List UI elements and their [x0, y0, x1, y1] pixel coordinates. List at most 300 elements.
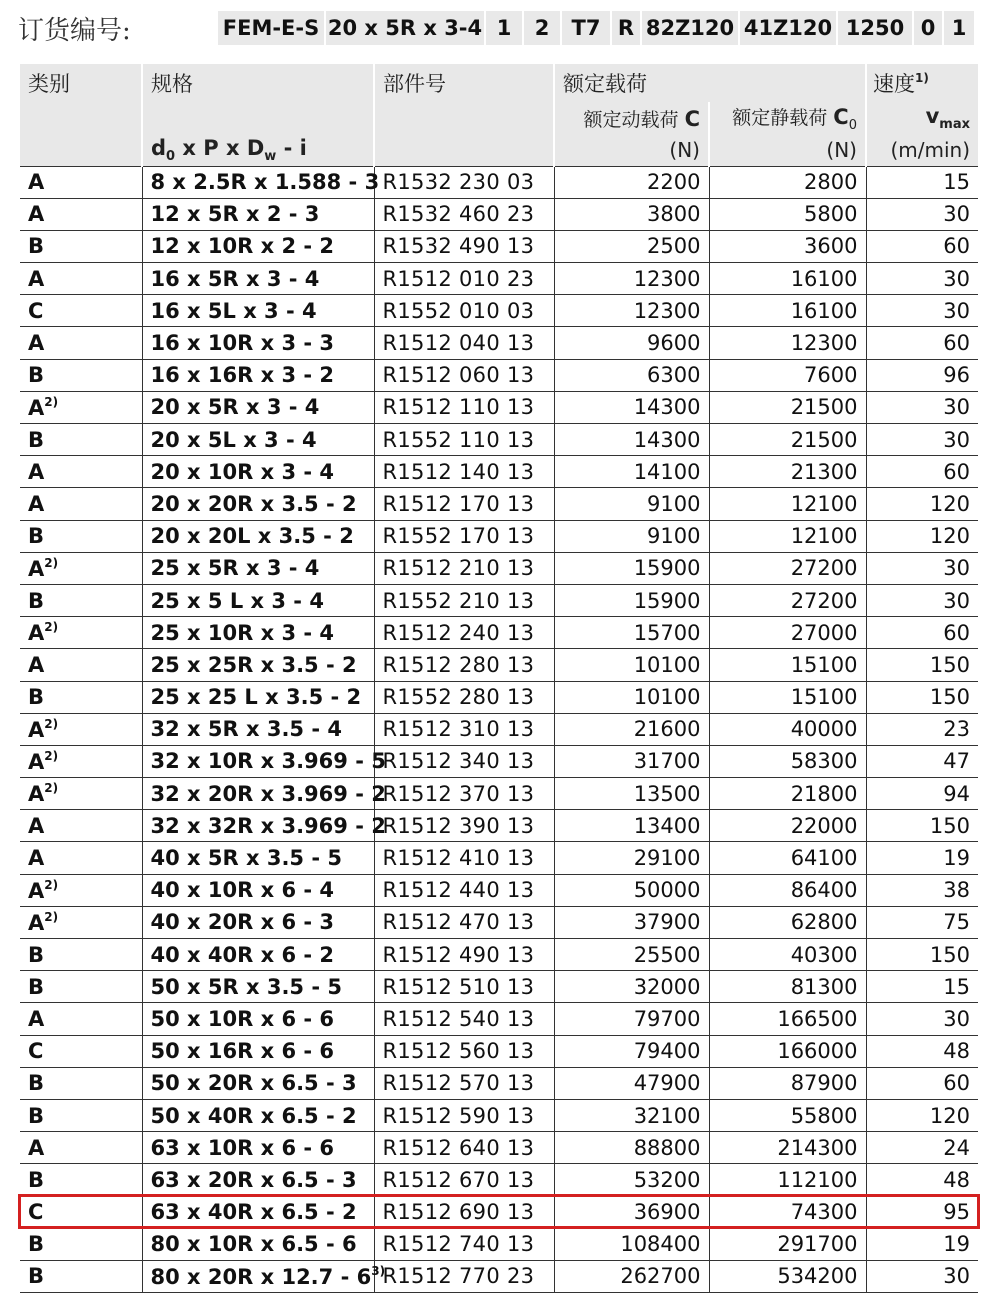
cell-category	[20, 166, 142, 198]
cell-category-text: A	[28, 1006, 45, 1031]
cell-static-load-text: 3600	[804, 234, 858, 259]
cell-static-load	[709, 1196, 866, 1228]
cell-speed	[866, 520, 978, 552]
cell-category-text: C	[28, 1200, 44, 1225]
cell-dynamic-load-text: 15900	[633, 588, 701, 613]
cell-dynamic-load-text: 21600	[633, 717, 701, 742]
cell-static-load	[709, 939, 866, 971]
footnote-mark: 2)	[44, 394, 59, 409]
cell-speed-text: 120	[929, 491, 970, 516]
cell-speed	[866, 939, 978, 971]
cell-part-no-text: R1532 460 23	[382, 202, 535, 227]
spec-table	[20, 64, 978, 1293]
cell-part-no	[374, 166, 554, 198]
cell-spec-text: 25 x 10R x 3 - 4	[150, 620, 335, 645]
cell-part-no-text: R1512 040 13	[382, 331, 535, 356]
header-part-no-label: 部件号	[383, 72, 446, 96]
cell-part-no	[374, 1099, 554, 1131]
order-code-segment: R	[612, 11, 642, 45]
footnote-mark: 2)	[44, 877, 59, 892]
cell-category	[20, 230, 142, 262]
cell-spec	[142, 1035, 374, 1067]
cell-static-load-text: 166500	[777, 1006, 858, 1031]
cell-static-load	[709, 391, 866, 423]
cell-category-text: A	[28, 459, 45, 484]
cell-category	[20, 1164, 142, 1196]
cell-spec	[142, 1164, 374, 1196]
cell-static-load-text: 16100	[790, 298, 858, 323]
cell-spec	[142, 488, 374, 520]
cell-category	[20, 327, 142, 359]
cell-category	[20, 874, 142, 906]
header-static-symbol: C	[833, 105, 849, 130]
cell-speed	[866, 874, 978, 906]
cell-spec	[142, 456, 374, 488]
cell-static-load-text: 22000	[790, 813, 858, 838]
cell-spec-text: 40 x 10R x 6 - 4	[150, 878, 335, 903]
table-row	[20, 906, 978, 938]
cell-speed	[866, 1132, 978, 1164]
cell-category	[20, 939, 142, 971]
cell-speed-text: 24	[943, 1135, 970, 1160]
cell-category-text: A	[28, 331, 45, 356]
cell-dynamic-load	[554, 230, 709, 262]
cell-static-load-text: 58300	[790, 749, 858, 774]
cell-spec-text: 63 x 20R x 6.5 - 3	[150, 1167, 357, 1192]
cell-static-load	[709, 971, 866, 1003]
table-row	[20, 1035, 978, 1067]
header-dynamic	[554, 102, 709, 134]
cell-static-load	[709, 649, 866, 681]
cell-part-no-text: R1552 110 13	[382, 427, 535, 452]
cell-part-no	[374, 1164, 554, 1196]
cell-speed	[866, 391, 978, 423]
header-part-no	[374, 64, 554, 102]
cell-part-no-text: R1512 110 13	[382, 395, 535, 420]
header-dynamic-symbol: C	[684, 106, 700, 131]
cell-speed-text: 60	[943, 459, 970, 484]
table-row	[20, 584, 978, 616]
cell-speed	[866, 552, 978, 584]
cell-category-text: A	[28, 1135, 45, 1160]
cell-spec-text: 32 x 5R x 3.5 - 4	[150, 717, 342, 742]
cell-category-text: B	[28, 363, 45, 388]
cell-static-load-text: 21500	[790, 395, 858, 420]
cell-dynamic-load-text: 53200	[633, 1167, 701, 1192]
cell-dynamic-load	[554, 842, 709, 874]
cell-static-load-text: 40300	[790, 942, 858, 967]
cell-dynamic-load-text: 47900	[633, 1071, 701, 1096]
cell-speed-text: 30	[943, 202, 970, 227]
cell-category	[20, 520, 142, 552]
cell-static-load	[709, 263, 866, 295]
header-vmax-symbol: v	[925, 104, 940, 129]
cell-dynamic-load-text: 9100	[647, 491, 701, 516]
cell-dynamic-load-text: 79700	[633, 1006, 701, 1031]
cell-static-load	[709, 584, 866, 616]
order-code-segment: 82Z120	[642, 11, 740, 45]
cell-category-text: B	[28, 1167, 45, 1192]
table-row	[20, 166, 978, 198]
cell-part-no	[374, 295, 554, 327]
header-static-unit: (N)	[709, 134, 866, 166]
cell-dynamic-load-text: 14300	[633, 395, 701, 420]
cell-part-no-text: R1512 470 13	[382, 910, 535, 935]
cell-part-no	[374, 617, 554, 649]
cell-spec	[142, 810, 386, 842]
cell-part-no-text: R1512 740 13	[382, 1232, 535, 1257]
table-row	[20, 939, 978, 971]
formula-w-sub: w	[264, 148, 277, 164]
cell-part-no	[374, 424, 554, 456]
cell-spec	[142, 391, 374, 423]
cell-category-text: B	[28, 588, 45, 613]
cell-dynamic-load-text: 88800	[633, 1135, 701, 1160]
cell-category-text: A	[28, 749, 45, 774]
cell-dynamic-load	[554, 1067, 709, 1099]
cell-dynamic-load	[554, 327, 709, 359]
cell-part-no-text: R1512 390 13	[382, 813, 535, 838]
order-code-segment: 41Z120	[740, 11, 838, 45]
order-code-label: 订货编号:	[18, 15, 131, 46]
table-row	[20, 1260, 978, 1292]
header-dynamic-unit: (N)	[554, 134, 709, 166]
cell-part-no	[374, 1228, 554, 1260]
cell-part-no-text: R1512 010 23	[382, 266, 535, 291]
cell-static-load	[709, 1003, 866, 1035]
cell-category-text: B	[28, 974, 45, 999]
cell-static-load	[709, 488, 866, 520]
cell-category	[20, 263, 142, 295]
cell-spec	[142, 1067, 374, 1099]
cell-speed-text: 60	[943, 234, 970, 259]
header-rated-load-label: 额定载荷	[563, 72, 647, 96]
cell-part-no	[374, 520, 554, 552]
cell-static-load	[709, 166, 866, 198]
cell-dynamic-load-text: 14100	[633, 459, 701, 484]
cell-static-load-text: 81300	[790, 974, 858, 999]
cell-dynamic-load-text: 10100	[633, 652, 701, 677]
cell-part-no-text: R1512 590 13	[382, 1103, 535, 1128]
cell-part-no	[374, 1260, 554, 1292]
cell-part-no	[374, 713, 554, 745]
cell-speed-text: 15	[943, 974, 970, 999]
cell-spec	[142, 198, 374, 230]
cell-spec-text: 40 x 5R x 3.5 - 5	[150, 846, 342, 871]
cell-spec-text: 80 x 10R x 6.5 - 6	[150, 1232, 357, 1257]
cell-speed-text: 30	[943, 266, 970, 291]
cell-category-text: B	[28, 234, 45, 259]
cell-category	[20, 198, 142, 230]
cell-speed	[866, 584, 978, 616]
cell-spec-text: 40 x 40R x 6 - 2	[150, 942, 335, 967]
cell-dynamic-load	[554, 745, 709, 777]
cell-dynamic-load	[554, 906, 709, 938]
cell-part-no-text: R1552 280 13	[382, 685, 535, 710]
header-vmax	[866, 102, 978, 134]
cell-spec-text: 20 x 5R x 3 - 4	[150, 395, 320, 420]
cell-static-load	[709, 327, 866, 359]
cell-dynamic-load	[554, 166, 709, 198]
cell-static-load	[709, 681, 866, 713]
order-code-segment: 1	[486, 11, 524, 45]
cell-spec-text: 16 x 10R x 3 - 3	[150, 331, 335, 356]
cell-static-load-text: 291700	[777, 1232, 858, 1257]
table-row	[20, 295, 978, 327]
table-row	[20, 456, 978, 488]
cell-part-no	[374, 198, 554, 230]
cell-speed-text: 30	[943, 1006, 970, 1031]
cell-spec-text: 50 x 10R x 6 - 6	[150, 1006, 335, 1031]
cell-speed	[866, 713, 978, 745]
cell-speed	[866, 230, 978, 262]
cell-part-no-text: R1512 310 13	[382, 717, 535, 742]
cell-speed	[866, 1099, 978, 1131]
cell-static-load	[709, 810, 866, 842]
cell-part-no-text: R1532 490 13	[382, 234, 535, 259]
table-row	[20, 713, 978, 745]
cell-speed-text: 30	[943, 556, 970, 581]
table-row	[20, 1196, 978, 1228]
cell-spec-text: 16 x 16R x 3 - 2	[150, 363, 335, 388]
header-spec-blank	[142, 102, 374, 134]
cell-speed-text: 120	[929, 1103, 970, 1128]
cell-speed-text: 48	[943, 1039, 970, 1064]
cell-dynamic-load	[554, 617, 709, 649]
cell-spec-text: 8 x 2.5R x 1.588 - 3	[150, 170, 380, 195]
cell-static-load-text: 55800	[790, 1103, 858, 1128]
cell-speed-text: 96	[943, 363, 970, 388]
table-row	[20, 971, 978, 1003]
cell-speed-text: 150	[929, 813, 970, 838]
cell-static-load-text: 62800	[790, 910, 858, 935]
cell-part-no-text: R1512 510 13	[382, 974, 535, 999]
cell-part-no	[374, 584, 554, 616]
cell-category	[20, 1099, 142, 1131]
cell-category	[20, 359, 142, 391]
cell-dynamic-load	[554, 391, 709, 423]
cell-category-text: B	[28, 524, 45, 549]
cell-speed	[866, 166, 978, 198]
cell-part-no	[374, 230, 554, 262]
header-row-symbols	[20, 102, 978, 134]
cell-spec	[142, 1260, 386, 1292]
header-static-symbol-sub: 0	[848, 117, 857, 133]
cell-part-no-text: R1512 690 13	[382, 1200, 535, 1225]
cell-dynamic-load-text: 12300	[633, 298, 701, 323]
table-row	[20, 1132, 978, 1164]
cell-dynamic-load-text: 25500	[633, 942, 701, 967]
cell-static-load-text: 5800	[804, 202, 858, 227]
cell-part-no-text: R1512 640 13	[382, 1135, 535, 1160]
cell-spec	[142, 745, 386, 777]
table-row	[20, 1099, 978, 1131]
cell-part-no	[374, 842, 554, 874]
cell-part-no	[374, 939, 554, 971]
cell-category	[20, 906, 142, 938]
cell-category-text: B	[28, 1232, 45, 1257]
cell-spec-text: 50 x 20R x 6.5 - 3	[150, 1071, 357, 1096]
table-row	[20, 359, 978, 391]
cell-static-load	[709, 456, 866, 488]
cell-spec-text: 25 x 5R x 3 - 4	[150, 556, 320, 581]
cell-category	[20, 681, 142, 713]
order-code-segments	[218, 11, 976, 45]
cell-static-load	[709, 295, 866, 327]
cell-speed	[866, 488, 978, 520]
cell-spec	[142, 584, 374, 616]
table-row	[20, 1164, 978, 1196]
cell-dynamic-load	[554, 1035, 709, 1067]
cell-spec-text: 32 x 32R x 3.969 - 2	[150, 813, 386, 838]
cell-static-load	[709, 713, 866, 745]
cell-static-load-text: 12300	[790, 331, 858, 356]
cell-category	[20, 971, 142, 1003]
cell-category-text: B	[28, 1264, 45, 1289]
table-row	[20, 1067, 978, 1099]
header-dynamic-label: 额定动载荷	[583, 108, 679, 131]
header-static-label: 额定静载荷	[732, 107, 828, 130]
cell-spec-text: 20 x 5L x 3 - 4	[150, 427, 317, 452]
cell-static-load-text: 21300	[790, 459, 858, 484]
cell-category	[20, 649, 142, 681]
cell-part-no-text: R1552 170 13	[382, 524, 535, 549]
cell-spec	[142, 359, 374, 391]
cell-static-load	[709, 1035, 866, 1067]
header-unit-part-blank	[374, 134, 554, 166]
cell-dynamic-load-text: 29100	[633, 846, 701, 871]
cell-part-no-text: R1512 440 13	[382, 878, 535, 903]
cell-spec-text: 16 x 5R x 3 - 4	[150, 266, 320, 291]
cell-dynamic-load	[554, 520, 709, 552]
cell-spec-text: 50 x 40R x 6.5 - 2	[150, 1103, 357, 1128]
cell-category-text: B	[28, 1103, 45, 1128]
header-row-units	[20, 134, 978, 166]
cell-dynamic-load-text: 2500	[647, 234, 701, 259]
table-row	[20, 520, 978, 552]
table-row	[20, 874, 978, 906]
cell-part-no-text: R1512 540 13	[382, 1006, 535, 1031]
cell-category	[20, 1067, 142, 1099]
table-row	[20, 230, 978, 262]
cell-spec	[142, 1132, 374, 1164]
cell-category-text: A	[28, 621, 45, 646]
cell-static-load-text: 27000	[790, 620, 858, 645]
cell-part-no	[374, 1035, 554, 1067]
cell-dynamic-load	[554, 649, 709, 681]
cell-dynamic-load	[554, 1099, 709, 1131]
footnote-mark: 3)	[371, 1263, 386, 1278]
footnote-mark: 2)	[44, 748, 59, 763]
cell-speed-text: 120	[929, 524, 970, 549]
cell-part-no	[374, 745, 554, 777]
cell-spec-text: 50 x 5R x 3.5 - 5	[150, 974, 342, 999]
cell-spec	[142, 520, 374, 552]
cell-part-no-text: R1512 280 13	[382, 652, 535, 677]
footnote-mark: 2)	[44, 620, 59, 635]
cell-part-no-text: R1512 490 13	[382, 942, 535, 967]
cell-speed-text: 95	[943, 1200, 970, 1225]
order-code-segment: 0	[914, 11, 944, 45]
cell-dynamic-load-text: 13400	[633, 813, 701, 838]
cell-dynamic-load-text: 3800	[647, 202, 701, 227]
cell-speed-text: 60	[943, 331, 970, 356]
cell-static-load	[709, 1067, 866, 1099]
header-speed-label-wrap	[867, 64, 978, 102]
cell-dynamic-load-text: 2200	[647, 170, 701, 195]
cell-dynamic-load-text: 10100	[633, 685, 701, 710]
cell-part-no	[374, 778, 554, 810]
cell-dynamic-load-text: 15700	[633, 620, 701, 645]
cell-part-no	[374, 359, 554, 391]
cell-part-no-text: R1512 770 23	[382, 1264, 535, 1289]
cell-speed-text: 150	[929, 685, 970, 710]
cell-dynamic-load	[554, 713, 709, 745]
cell-dynamic-load-text: 32100	[633, 1103, 701, 1128]
cell-spec	[142, 1196, 374, 1228]
formula-mid: x P x D	[175, 135, 265, 160]
cell-category-text: A	[28, 170, 45, 195]
cell-speed	[866, 778, 978, 810]
header-vmax-sub: max	[939, 116, 970, 132]
cell-speed	[866, 906, 978, 938]
cell-part-no	[374, 456, 554, 488]
cell-dynamic-load-text: 262700	[620, 1264, 701, 1289]
footnote-mark: 2)	[44, 716, 59, 731]
cell-dynamic-load-text: 108400	[620, 1232, 701, 1257]
cell-speed	[866, 1035, 978, 1067]
cell-dynamic-load	[554, 971, 709, 1003]
cell-category-text: A	[28, 491, 45, 516]
cell-speed-text: 94	[943, 781, 970, 806]
cell-dynamic-load-text: 6300	[647, 363, 701, 388]
cell-part-no-text: R1512 240 13	[382, 620, 535, 645]
order-code-row	[18, 10, 976, 46]
cell-static-load-text: 87900	[790, 1071, 858, 1096]
cell-speed	[866, 263, 978, 295]
cell-spec-text: 20 x 20R x 3.5 - 2	[150, 491, 357, 516]
cell-speed-text: 30	[943, 395, 970, 420]
cell-spec	[142, 424, 374, 456]
cell-static-load-text: 166000	[777, 1039, 858, 1064]
table-row	[20, 263, 978, 295]
table-row	[20, 745, 978, 777]
cell-static-load-text: 214300	[777, 1135, 858, 1160]
cell-speed-text: 23	[943, 717, 970, 742]
cell-part-no-text: R1512 140 13	[382, 459, 535, 484]
cell-dynamic-load-text: 13500	[633, 781, 701, 806]
cell-speed-text: 150	[929, 942, 970, 967]
order-code-segment: T7	[562, 11, 612, 45]
cell-category	[20, 456, 142, 488]
cell-part-no-text: R1512 370 13	[382, 781, 535, 806]
cell-static-load-text: 12100	[790, 524, 858, 549]
cell-category-text: A	[28, 266, 45, 291]
cell-static-load	[709, 874, 866, 906]
header-category	[20, 64, 142, 102]
cell-category	[20, 552, 142, 584]
cell-speed	[866, 810, 978, 842]
cell-spec-text: 32 x 20R x 3.969 - 2	[150, 781, 386, 806]
cell-speed-text: 75	[943, 910, 970, 935]
cell-category-text: C	[28, 1039, 44, 1064]
cell-spec-text: 63 x 40R x 6.5 - 2	[150, 1200, 357, 1225]
cell-spec	[142, 971, 374, 1003]
table-row	[20, 1228, 978, 1260]
cell-part-no	[374, 1132, 554, 1164]
cell-part-no-text: R1512 170 13	[382, 491, 535, 516]
cell-dynamic-load	[554, 295, 709, 327]
